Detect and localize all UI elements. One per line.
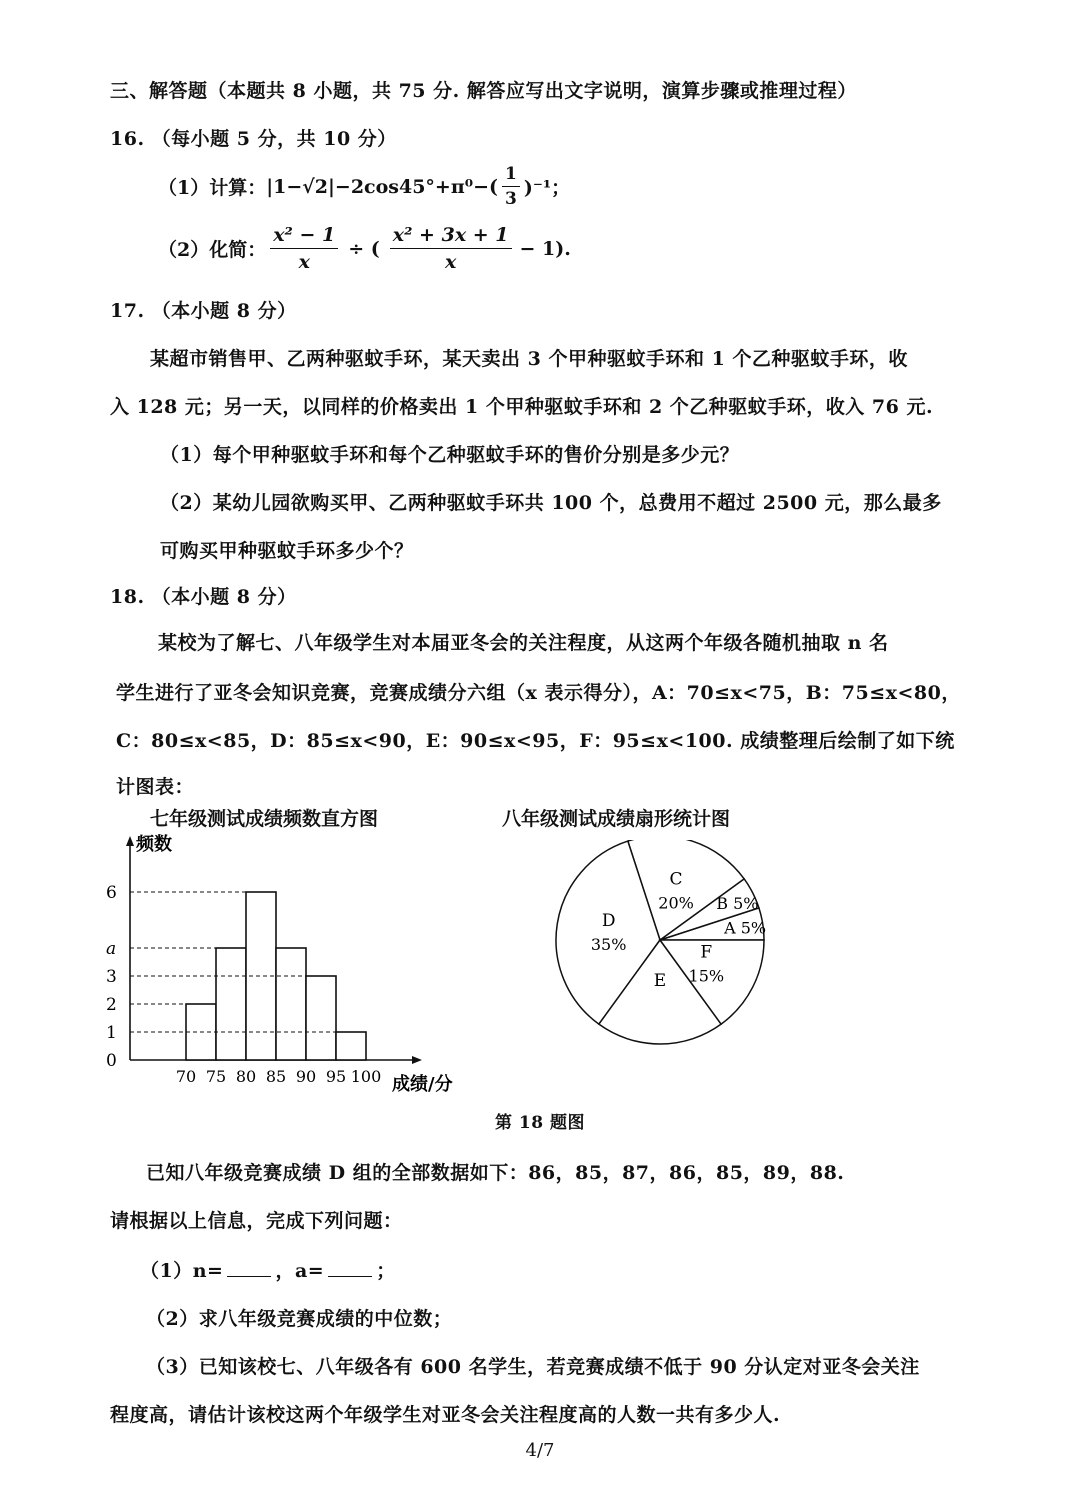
pie-name-f: F <box>700 942 713 963</box>
y-tick-label: a <box>106 939 117 959</box>
pie-name-e: E <box>653 971 667 991</box>
q18-heading: 18. （本小题 8 分） <box>110 586 297 608</box>
q18-line1: 某校为了解七、八年级学生对本届亚冬会的关注程度，从这两个年级各随机抽取 n 名 <box>158 632 889 654</box>
q16-part2-frac1-num: x² − 1 <box>270 224 338 249</box>
pie-label-b: B 5% <box>716 894 759 914</box>
q18-line3: C：80≤x<85，D：85≤x<90，E：90≤x<95，F：95≤x<100. 成绩整理后绘制了如下统 <box>116 730 955 752</box>
q17-line3: （1）每个甲种驱蚊手环和每个乙种驱蚊手环的售价分别是多少元？ <box>160 444 740 466</box>
y-axis-label: 频数 <box>136 834 172 855</box>
y-tick-label: 0 <box>106 1051 117 1071</box>
figure-caption: 第 18 题图 <box>495 1113 585 1133</box>
q16-part2-frac2-num: x² + 3x + 1 <box>390 224 512 249</box>
histogram-title: 七年级测试成绩频数直方图 <box>150 808 379 830</box>
page-number: 4/7 <box>525 1440 555 1461</box>
x-tick-label: 90 <box>295 1067 317 1086</box>
q16-part1-prefix: （1）计算： <box>158 177 267 199</box>
q17-heading: 17. （本小题 8 分） <box>110 300 297 322</box>
q17-line1: 某超市销售甲、乙两种驱蚊手环，某天卖出 3 个甲种驱蚊手环和 1 个乙种驱蚊手环，收 <box>150 348 908 370</box>
q18-line4: 计图表： <box>116 776 195 798</box>
pie-percent-d: 35% <box>590 934 627 954</box>
section-title: 三、解答题（本题共 8 小题，共 75 分. 解答应写出文字说明，演算步骤或推理过程） <box>110 80 857 102</box>
pie-chart <box>550 840 780 1070</box>
q16-part2 <box>158 224 571 273</box>
q16-part2-frac2-den: x <box>444 251 457 273</box>
q18-sub2: （2）求八年级竞赛成绩的中位数； <box>146 1308 453 1330</box>
q18-sub3-line2: 程度高，请估计该校这两个年级学生对亚冬会关注程度高的人数一共有多少人. <box>110 1404 781 1426</box>
q16-part2-frac1-den: x <box>298 251 310 273</box>
q18-sub3-line1: （3）已知该校七、八年级各有 600 名学生，若竞赛成绩不低于 90 分认定对亚冬会关注 <box>146 1356 920 1378</box>
q17-line5: 可购买甲种驱蚊手环多少个？ <box>160 540 414 562</box>
q18-sub1-end: ； <box>376 1260 396 1282</box>
x-tick-label: 85 <box>265 1067 287 1086</box>
y-axis-arrow <box>126 836 134 846</box>
x-tick-label: 100 <box>350 1067 382 1086</box>
pie-name-c: C <box>669 869 683 890</box>
histogram-bar <box>336 1032 366 1060</box>
q18-sub1-n-label: （1）n= <box>140 1260 224 1282</box>
q17-line2: 入 128 元；另一天，以同样的价格卖出 1 个甲种驱蚊手环和 2 个乙种驱蚊手环，收入 76 元. <box>110 396 934 418</box>
y-tick-label: 3 <box>106 967 117 987</box>
pie-name-d: D <box>601 910 616 931</box>
q18-line2: 学生进行了亚冬会知识竞赛，竞赛成绩分六组（x 表示得分），A：70≤x<75，B：75≤x<80， <box>116 682 961 704</box>
n-answer-blank[interactable] <box>227 1276 271 1277</box>
q16-part2-prefix: （2）化简： <box>158 239 267 261</box>
y-tick-label: 2 <box>106 995 117 1015</box>
histogram-chart <box>100 830 480 1100</box>
q16-part2-tail: − 1). <box>519 237 571 260</box>
q18-sub1 <box>140 1256 396 1283</box>
x-tick-label: 75 <box>205 1067 227 1086</box>
x-tick-label: 95 <box>325 1067 347 1086</box>
histogram-bar <box>276 948 306 1060</box>
pie-title: 八年级测试成绩扇形统计图 <box>502 808 731 830</box>
q16-part1-frac-num: 1 <box>502 164 520 187</box>
q18-d-group-data: 已知八年级竞赛成绩 D 组的全部数据如下：86，85，87，86，85，89，88. <box>146 1162 845 1184</box>
pie-percent-f: 15% <box>688 966 725 986</box>
y-tick-label: 1 <box>106 1023 117 1043</box>
q18-sub1-a-label: ，a= <box>275 1260 325 1282</box>
q16-part1-fraction <box>502 164 520 209</box>
histogram-bar <box>306 976 336 1060</box>
q16-part1-tail: )⁻¹； <box>523 177 571 199</box>
a-answer-blank[interactable] <box>328 1276 372 1277</box>
pie-percent-c: 20% <box>658 893 694 913</box>
y-tick-label: 6 <box>106 883 117 903</box>
x-axis-label: 成绩/分 <box>392 1074 453 1095</box>
q18-instruction: 请根据以上信息，完成下列问题： <box>110 1210 403 1232</box>
q16-part1-expr: |1−√2|−2cos45°+π⁰−( <box>266 175 498 198</box>
q16-part1-frac-den: 3 <box>504 189 517 209</box>
x-axis-arrow <box>412 1056 422 1064</box>
x-tick-label: 70 <box>175 1067 197 1086</box>
x-tick-label: 80 <box>235 1067 257 1086</box>
q16-part1 <box>158 164 570 209</box>
q16-heading: 16. （每小题 5 分，共 10 分） <box>110 128 397 150</box>
q16-part2-operator: ÷ ( <box>348 237 380 260</box>
histogram-bar <box>216 948 246 1060</box>
q17-line4: （2）某幼儿园欲购买甲、乙两种驱蚊手环共 100 个，总费用不超过 2500 元，那么最多 <box>160 492 942 514</box>
q16-part2-fraction2 <box>390 224 512 273</box>
q16-part2-fraction1 <box>270 224 338 273</box>
pie-label-a: A 5% <box>724 918 767 938</box>
